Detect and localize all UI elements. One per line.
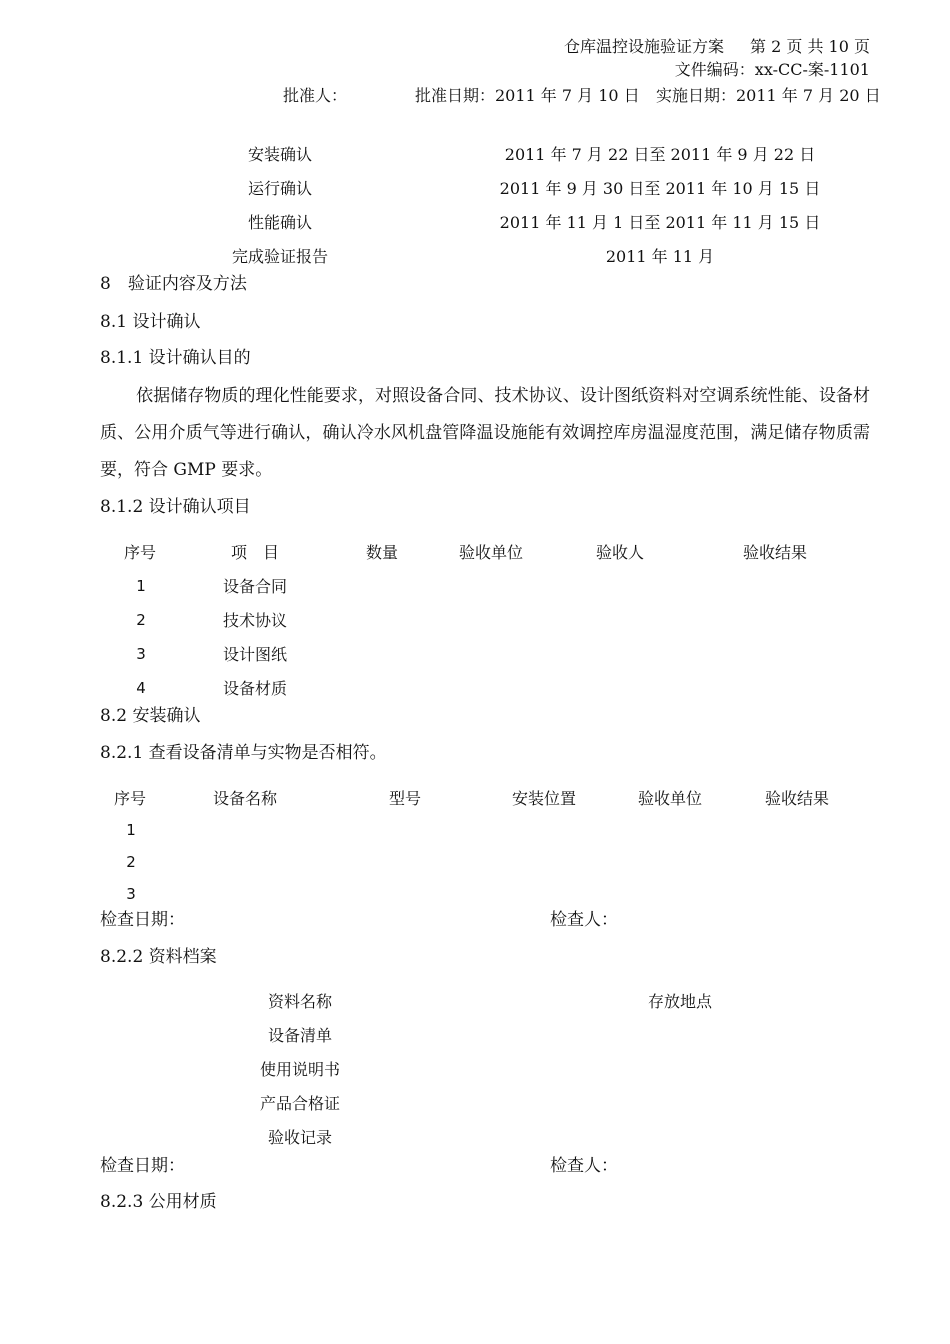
section-heading: 8.1.2 设计确认项目 xyxy=(100,497,251,517)
table-header: 序号 xyxy=(123,543,156,562)
document-title: 仓库温控设施验证方案 xyxy=(564,37,725,56)
approver-label: 批准人： xyxy=(283,86,348,105)
file-code: 文件编码：xx-CC-案-1101 xyxy=(674,60,870,79)
checker-label: 检查人： xyxy=(550,910,618,930)
table-header: 设备名称 xyxy=(212,789,277,808)
document-name: 验收记录 xyxy=(267,1128,332,1147)
table-header: 验收结果 xyxy=(742,543,807,562)
section-heading: 8.2.3 公用材质 xyxy=(100,1192,217,1212)
section-heading: 8.2.1 查看设备清单与实物是否相符。 xyxy=(100,743,387,763)
table-header: 数量 xyxy=(365,543,398,562)
table-header: 资料名称 xyxy=(267,992,332,1011)
page-number: 第 2 页 共 10 页 xyxy=(750,37,870,56)
schedule-dates: 2011 年 11 月 1 日至 2011 年 11 月 15 日 xyxy=(499,213,821,232)
checker-label: 检查人： xyxy=(550,1156,618,1176)
section-heading: 8.2.2 资料档案 xyxy=(100,947,217,967)
schedule-label: 安装确认 xyxy=(247,145,312,164)
schedule-label: 完成验证报告 xyxy=(231,247,328,266)
table-header: 存放地点 xyxy=(647,992,712,1011)
table-row-item: 设备合同 xyxy=(222,577,287,596)
table-row-number: 1 xyxy=(136,577,146,595)
table-header: 项 目 xyxy=(230,543,279,562)
table-row-number: 3 xyxy=(126,885,136,903)
table-header: 序号 xyxy=(113,789,146,808)
table-row-item: 设计图纸 xyxy=(222,645,287,664)
table-row-item: 技术协议 xyxy=(222,611,287,630)
table-row-item: 设备材质 xyxy=(222,679,287,698)
schedule-dates: 2011 年 7 月 22 日至 2011 年 9 月 22 日 xyxy=(504,145,816,164)
table-row-number: 2 xyxy=(126,853,136,871)
section-heading: 8.1.1 设计确认目的 xyxy=(100,348,251,368)
table-row-number: 1 xyxy=(126,821,136,839)
document-name: 产品合格证 xyxy=(259,1094,340,1113)
page-header-title xyxy=(470,39,870,55)
schedule-label: 运行确认 xyxy=(247,179,312,198)
section-heading: 8.2 安装确认 xyxy=(100,706,201,726)
document-name: 使用说明书 xyxy=(259,1060,340,1079)
approve-date: 批准日期：2011 年 7 月 10 日 xyxy=(415,86,640,105)
table-row-number: 3 xyxy=(136,645,146,663)
table-row-number: 4 xyxy=(136,679,146,697)
section-heading: 8.1 设计确认 xyxy=(100,312,201,332)
design-purpose-paragraph xyxy=(100,378,870,489)
table-header: 验收结果 xyxy=(764,789,829,808)
check-date-label: 检查日期： xyxy=(100,910,185,930)
table-header: 型号 xyxy=(388,789,421,808)
table-header: 验收人 xyxy=(595,543,644,562)
document-name: 设备清单 xyxy=(267,1026,332,1045)
check-date-label: 检查日期： xyxy=(100,1156,185,1176)
table-header: 验收单位 xyxy=(637,789,702,808)
paragraph-text: 依据储存物质的理化性能要求，对照设备合同、技术协议、设计图纸资料对空调系统性能、设备材质、公用介质气等进行确认，确认冷水风机盘管降温设施能有效调控库房温湿度范围，满足储存物质需要，符合 GMP 要求。 xyxy=(100,386,870,480)
table-header: 安装位置 xyxy=(511,789,576,808)
implementation-date: 实施日期：2011 年 7 月 20 日 xyxy=(656,86,881,105)
table-row-number: 2 xyxy=(136,611,146,629)
table-header: 验收单位 xyxy=(458,543,523,562)
section-heading: 8 验证内容及方法 xyxy=(100,274,247,294)
schedule-dates: 2011 年 9 月 30 日至 2011 年 10 月 15 日 xyxy=(499,179,821,198)
schedule-dates: 2011 年 11 月 xyxy=(605,247,715,266)
schedule-label: 性能确认 xyxy=(247,213,312,232)
